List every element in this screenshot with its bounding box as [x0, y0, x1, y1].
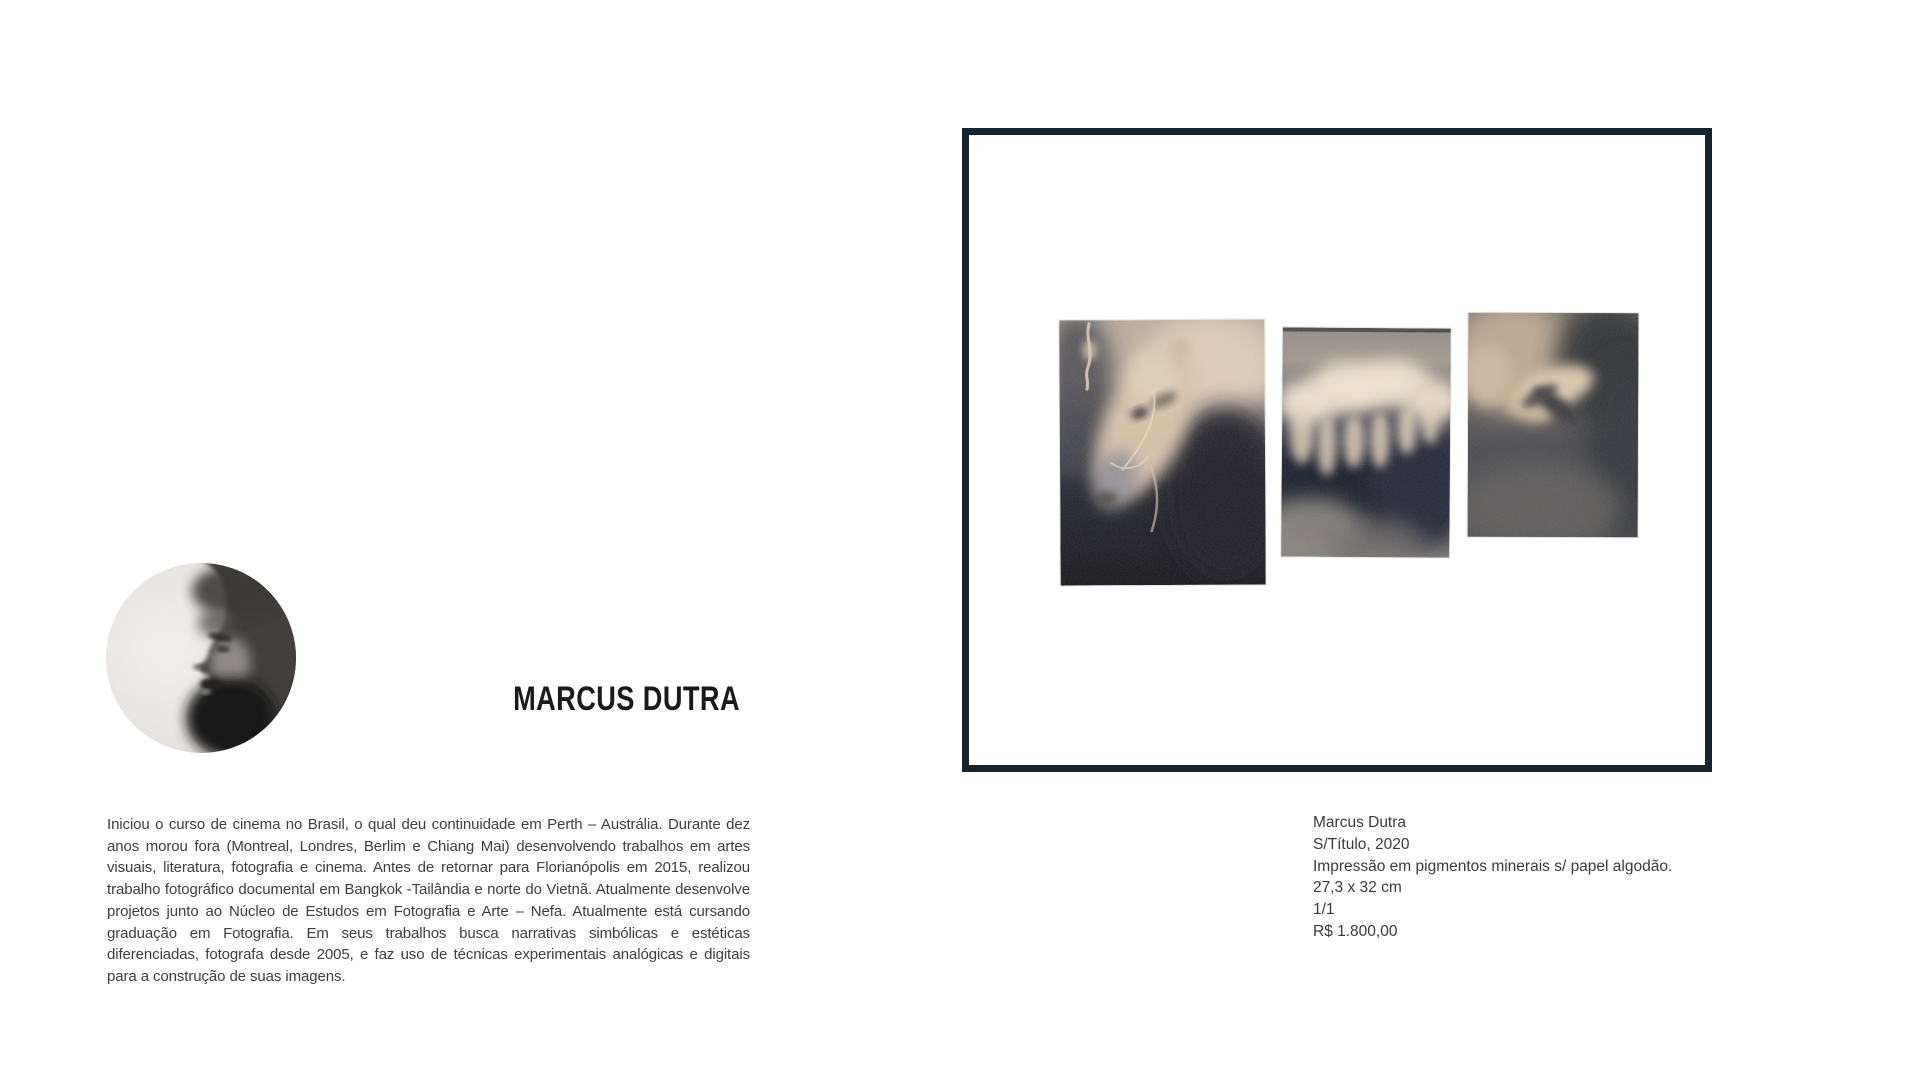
caption-title-year: S/Título, 2020 [1313, 835, 1410, 853]
artist-bio: Iniciou o curso de cinema no Brasil, o qual deu continuidade em Perth – Austrália. Durante dez anos morou fora (Montreal, Londres, Berlim e Chiang Mai) desenvolvendo trabalhos em artes visuais, literatura, fotografia e cinema. Antes de retornar para Florianópolis em 2015, realizou trabalho fotográfico documental em Bangkok -Tailândia e norte do Vietnã. Atualmente desenvolve projetos junto ao Núcleo de Estudos em Fotografia e Arte – Nefa. Atualmente está cursando graduação em Fotografia. Em seus trabalhos busca narrativas simbólicas e estéticas diferenciadas, fotografa desde 2005, e faz uso de técnicas experimentais analógicas e digitais para a construção de suas imagens. [107, 816, 750, 985]
caption-technique: Impressão em pigmentos minerais s/ papel algodão. [1313, 857, 1673, 875]
artwork-frame [962, 128, 1712, 772]
artwork-caption [1313, 812, 1672, 943]
caption-price: R$ 1.800,00 [1313, 922, 1398, 940]
artwork-photo-2 [1281, 327, 1451, 557]
caption-dimensions: 27,3 x 32 cm [1313, 879, 1402, 897]
artwork-photo-1 [1059, 319, 1265, 585]
artist-name: MARCUS DUTRA [513, 680, 740, 718]
artwork-photo-3 [1468, 313, 1639, 538]
artist-portrait [106, 563, 296, 753]
caption-artist: Marcus Dutra [1313, 814, 1407, 831]
caption-edition: 1/1 [1313, 901, 1335, 919]
artist-portrait-image [106, 563, 296, 753]
